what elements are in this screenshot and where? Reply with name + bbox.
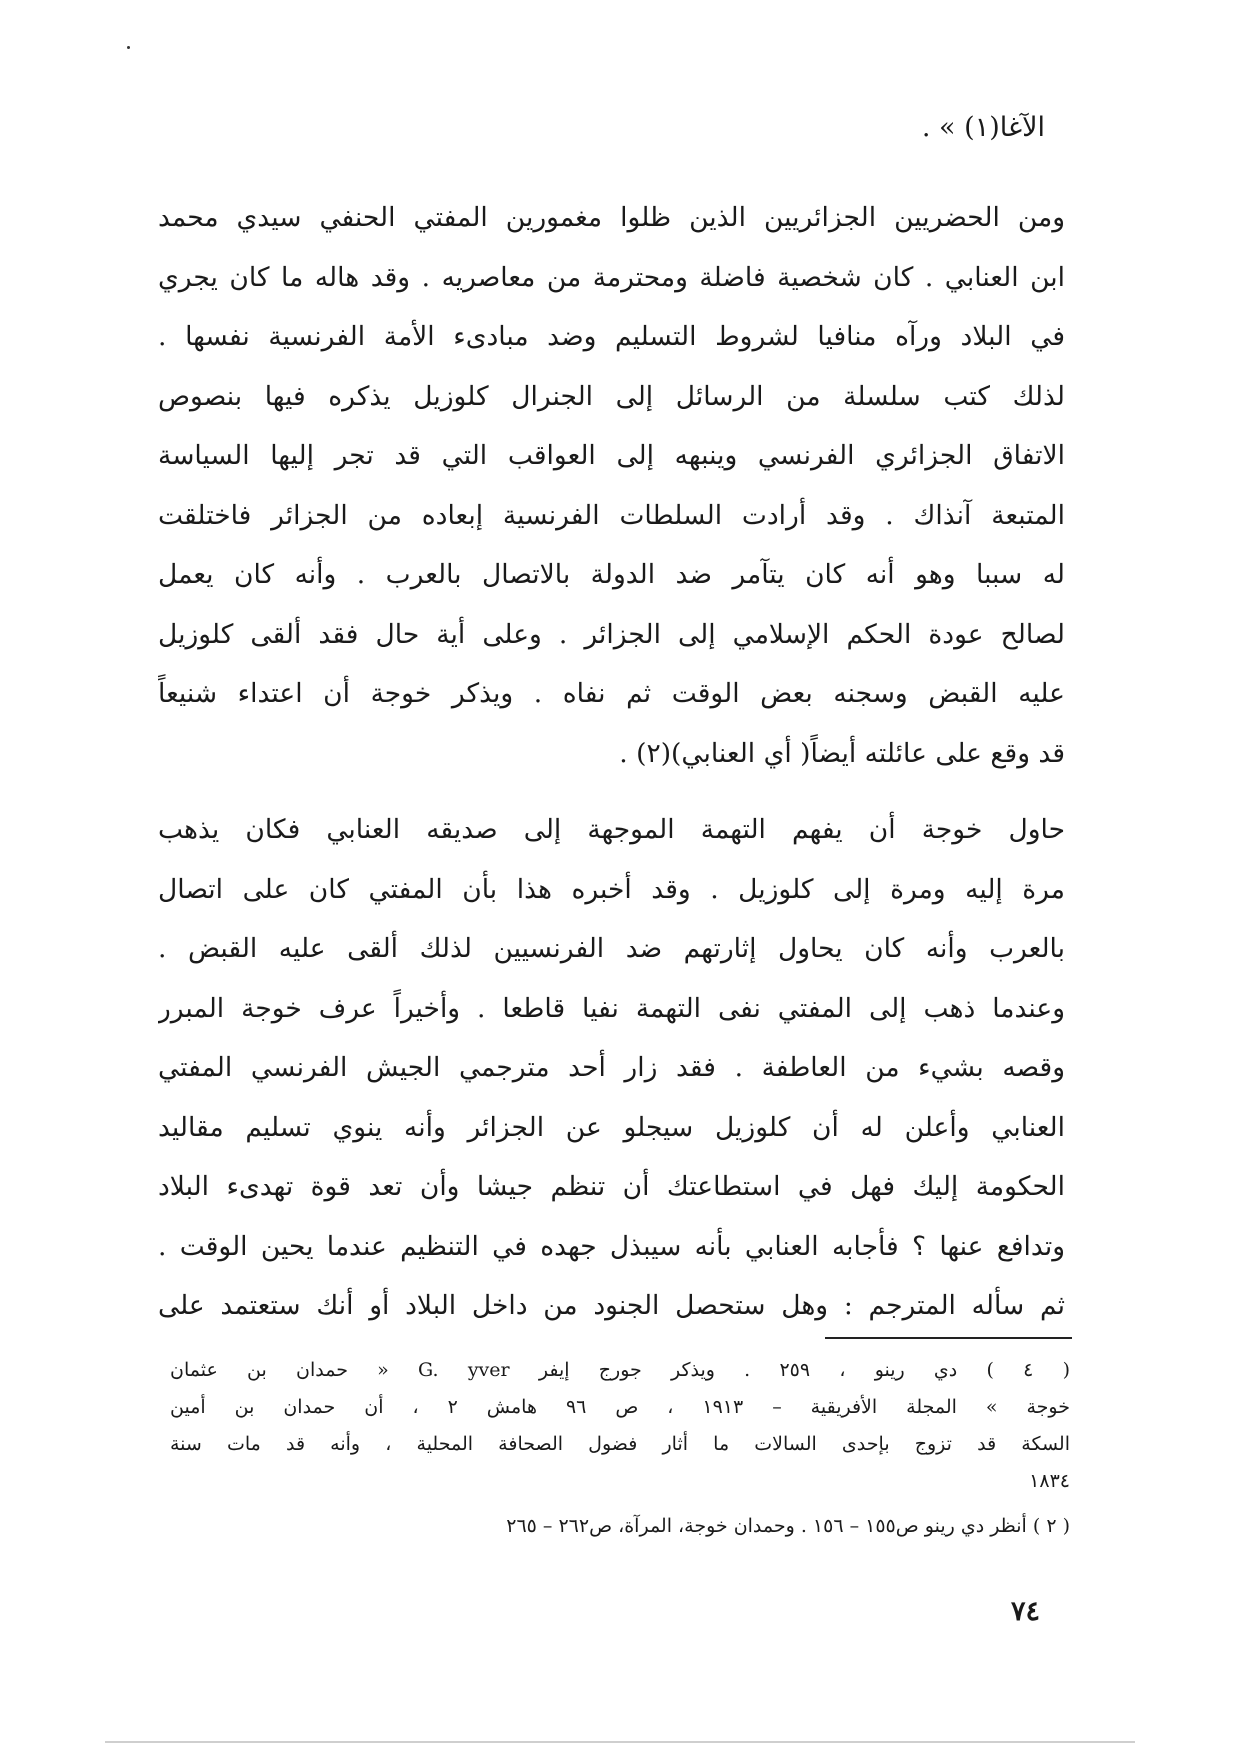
text-line: العنابي وأعلن له أن كلوزيل سيجلو عن الجزائر وأنه ينوي تسليم مقاليد [158, 1111, 1065, 1143]
footnote-1 [170, 1352, 1070, 1500]
footnote-line: ١٨٣٤ [1029, 1470, 1070, 1492]
page-number: ٧٤ [1010, 1596, 1040, 1627]
text-line: الحكومة إليك فهل في استطاعتك أن تنظم جيشا وأن تعد قوة تهدىء البلاد [158, 1171, 1065, 1202]
text-line: ومن الحضريين الجزائريين الذين ظلوا مغمورين المفتي الحنفي سيدي محمد [158, 202, 1065, 233]
footnote-line: ( ٢ ) أنظر دي رينو ص١٥٥ – ١٥٦ . وحمدان خوجة، المرآة، ص٢٦٢ – ٢٦٥ [506, 1515, 1070, 1537]
footnote-2 [170, 1508, 1070, 1545]
scan-edge-line [105, 1741, 1135, 1743]
text-line: الاتفاق الجزائري الفرنسي وينبهه إلى العواقب التي قد تجر إليها السياسة [158, 440, 1065, 471]
text-line: لصالح عودة الحكم الإسلامي إلى الجزائر . وعلى أية حال فقد ألقى كلوزيل [158, 618, 1065, 650]
text-line: حاول خوجة أن يفهم التهمة الموجهة إلى صديقه العنابي فكان يذهب [158, 814, 1065, 845]
footnote-line: السكة قد تزوج بإحدى السالات ما أثار فضول الصحافة المحلية ، وأنه قد مات سنة [170, 1433, 1070, 1455]
footnotes [170, 1352, 1070, 1553]
paragraph-1 [158, 188, 1065, 783]
text-line: في البلاد ورآه منافيا لشروط التسليم وضد مبادىء الأمة الفرنسية نفسها . [158, 321, 1065, 352]
footnote-divider [825, 1337, 1072, 1339]
text-line: ابن العنابي . كان شخصية فاضلة ومحترمة من معاصريه . وقد هاله ما كان يجري [158, 261, 1065, 293]
text-line: عليه القبض وسجنه بعض الوقت ثم نفاه . ويذكر خوجة أن اعتداء شنيعاً [158, 678, 1065, 709]
text-line: وتدافع عنها ؟ فأجابه العنابي بأنه سيبذل جهده في التنظيم عندما يحين الوقت . [158, 1230, 1065, 1262]
text-line: المتبعة آنذاك . وقد أرادت السلطات الفرنسية إبعاده من الجزائر فاختلقت [158, 499, 1065, 531]
text-line: وقصه بشيء من العاطفة . فقد زار أحد مترجمي الجيش الفرنسي المفتي [158, 1052, 1065, 1083]
text-line: له سببا وهو أنه كان يتآمر ضد الدولة بالاتصال بالعرب . وأنه كان يعمل [158, 559, 1065, 590]
text-line: مرة إليه ومرة إلى كلوزيل . وقد أخبره هذا بأن المفتي كان على اتصال [158, 873, 1065, 905]
continuation-line: الآغا(١) » . [921, 112, 1045, 143]
scan-speck [127, 46, 130, 49]
text-line: قد وقع على عائلته أيضاً( أي العنابي)(٢) . [619, 737, 1065, 769]
text-line: بالعرب وأنه كان يحاول إثارتهم ضد الفرنسيين لذلك ألقى عليه القبض . [158, 933, 1065, 964]
text-line: ثم سأله المترجم : وهل ستحصل الجنود من داخل البلاد أو أنك ستعتمد على [158, 1290, 1065, 1321]
text-line: لذلك كتب سلسلة من الرسائل إلى الجنرال كلوزيل يذكره فيها بنصوص [158, 380, 1065, 412]
footnote-line: خوجة » المجلة الأفريقية – ١٩١٣ ، ص ٩٦ هامش ٢ ، أن حمدان بن أمين [170, 1396, 1070, 1418]
text-line: وعندما ذهب إلى المفتي نفى التهمة نفيا قاطعا . وأخيراً عرف خوجة المبرر [158, 992, 1065, 1024]
footnote-line: ( ٤ ) دي رينو ، ٢٥٩ . ويذكر جورج إيفر G. yver « حمدان بن عثمان [170, 1359, 1070, 1381]
paragraph-2 [158, 800, 1065, 1336]
